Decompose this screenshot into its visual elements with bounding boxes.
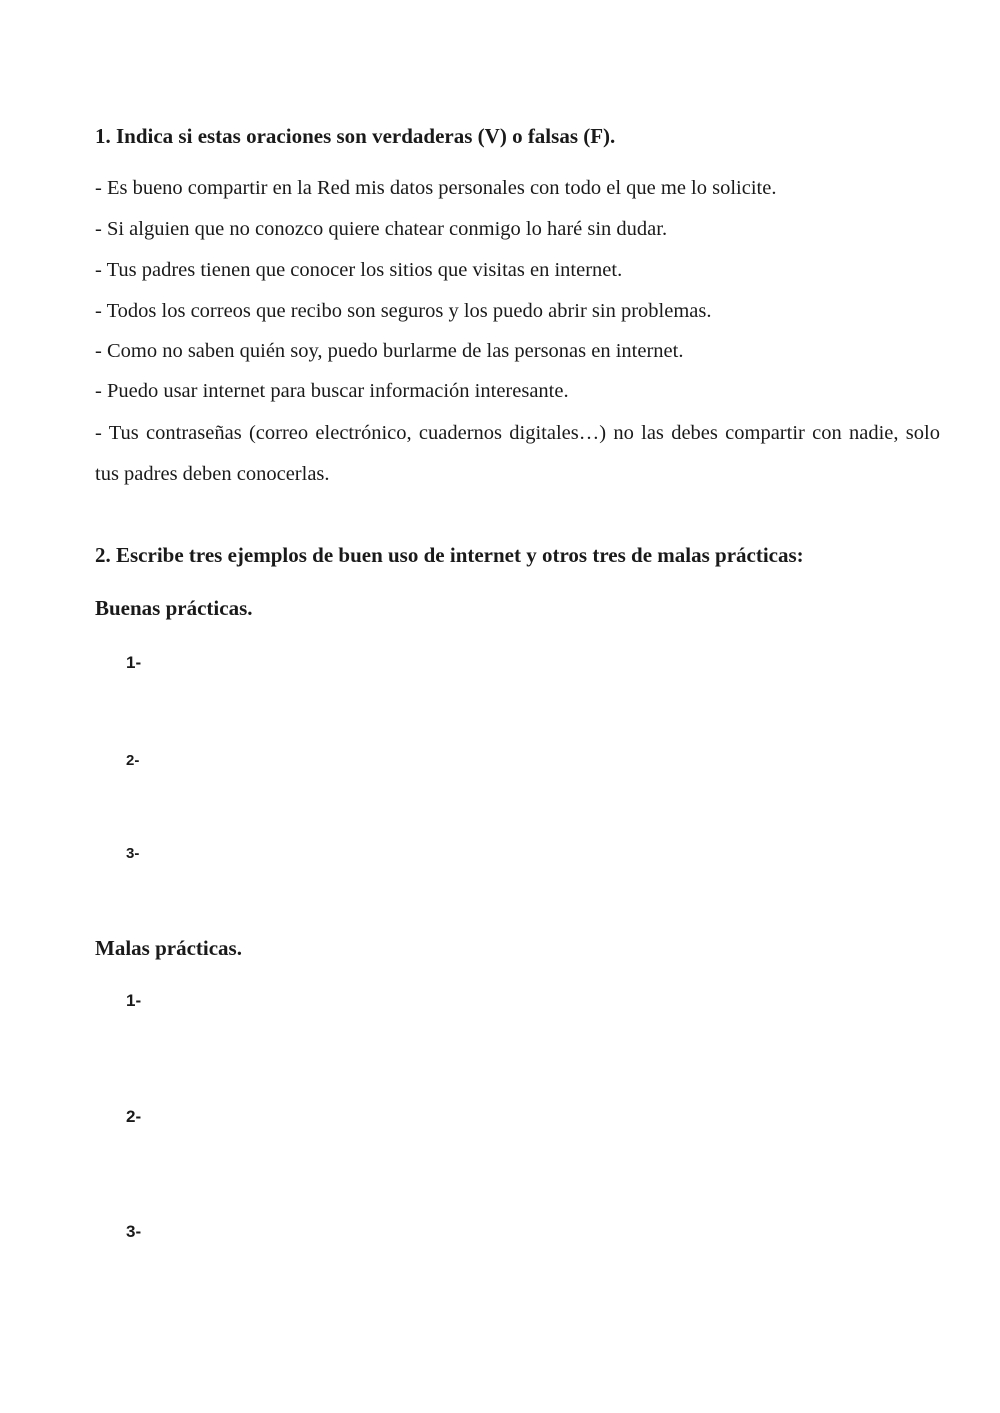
bad-practice-number-3: 3- xyxy=(126,1222,142,1241)
bad-practice-number-1: 1- xyxy=(126,991,142,1010)
statement-1: - Es bueno compartir en la Red mis datos personales con todo el que me lo solicite. xyxy=(95,177,777,199)
bad-practice-number-2: 2- xyxy=(126,1107,142,1126)
good-practices-label: Buenas prácticas. xyxy=(95,596,253,620)
statement-3: - Tus padres tienen que conocer los sitios que visitas en internet. xyxy=(95,259,623,281)
good-practice-number-3: 3- xyxy=(126,845,140,862)
statement-4: - Todos los correos que recibo son seguros y los puedo abrir sin problemas. xyxy=(95,300,712,322)
statement-7: - Tus contraseñas (correo electrónico, cuadernos digitales…) no las debes compartir con nadie, solo tus padres deben conocerlas. xyxy=(95,422,940,485)
bad-practices-label: Malas prácticas. xyxy=(95,936,242,960)
statement-2: - Si alguien que no conozco quiere chatear conmigo lo haré sin dudar. xyxy=(95,218,668,240)
statement-5: - Como no saben quién soy, puedo burlarme de las personas en internet. xyxy=(95,340,684,362)
good-practice-number-2: 2- xyxy=(126,752,140,769)
statement-6: - Puedo usar internet para buscar información interesante. xyxy=(95,380,569,402)
question-2-title: 2. Escribe tres ejemplos de buen uso de internet y otros tres de malas prácticas: xyxy=(95,543,804,567)
good-practice-number-1: 1- xyxy=(126,653,142,672)
question-1-title: 1. Indica si estas oraciones son verdaderas (V) o falsas (F). xyxy=(95,124,616,148)
